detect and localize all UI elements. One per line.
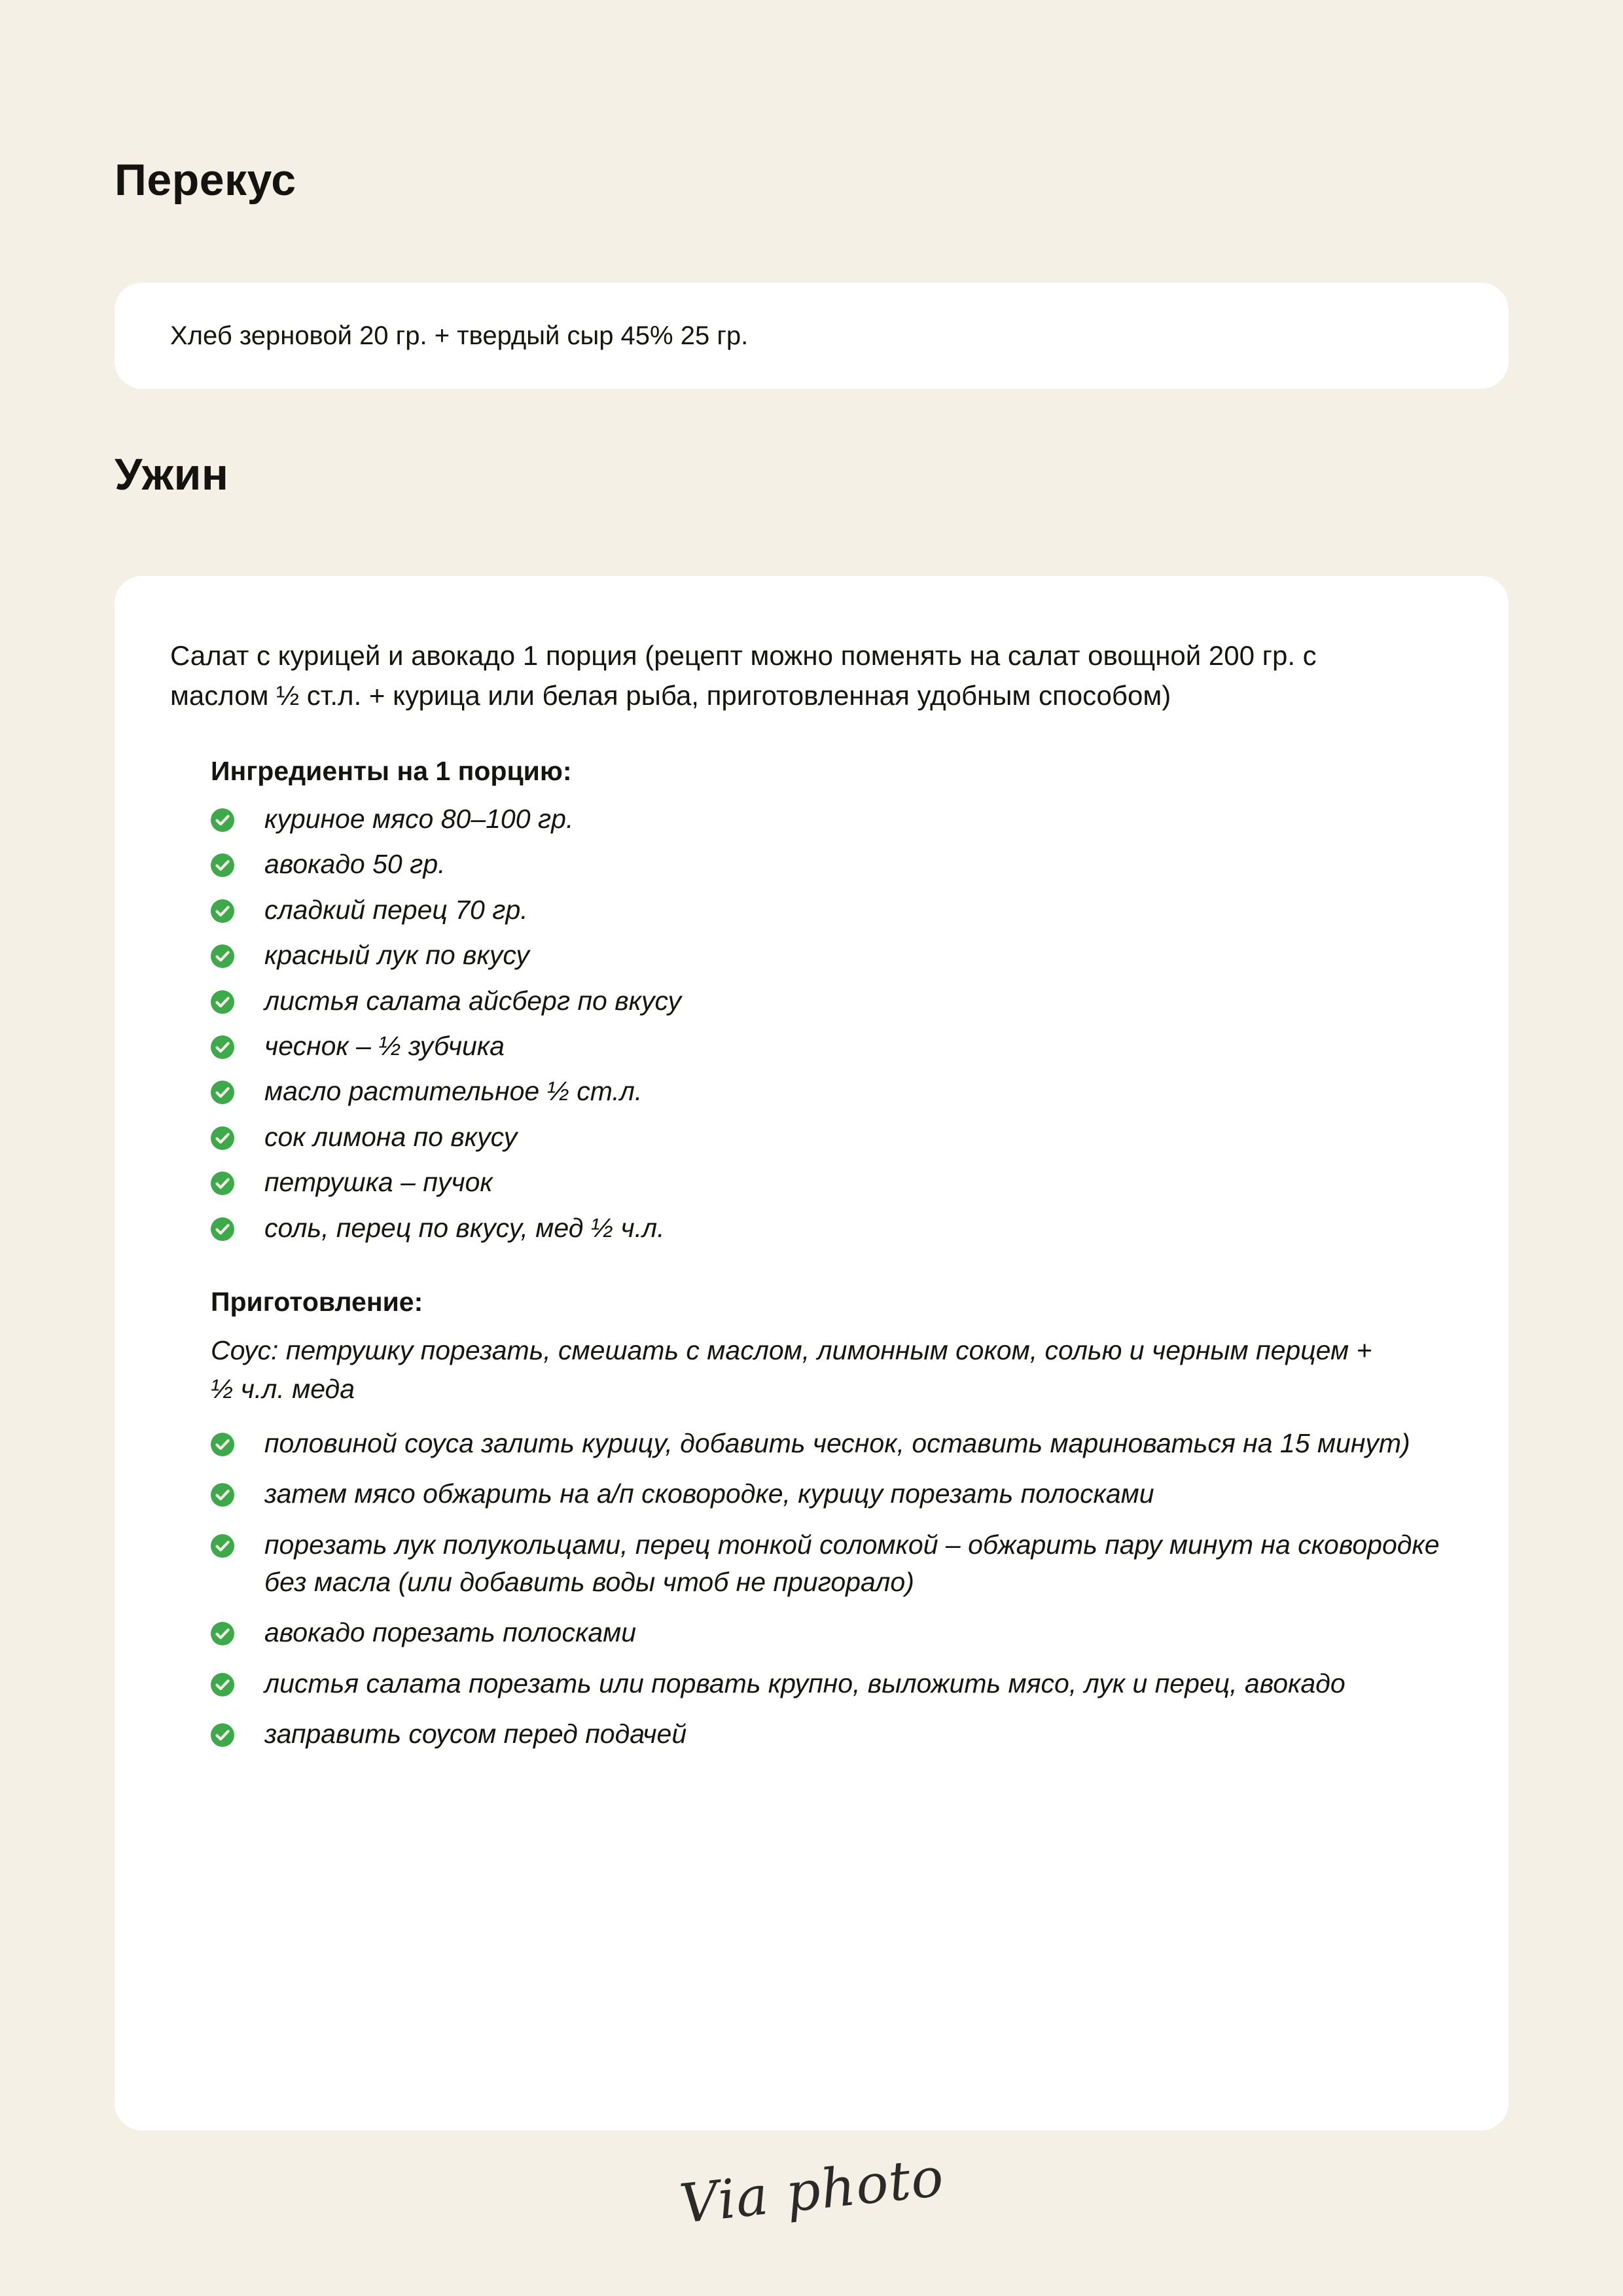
dinner-details-block xyxy=(170,754,1453,1753)
ingredient-item-label: масло растительное ½ ст.л. xyxy=(264,1076,643,1107)
ingredient-item-label: листья салата айсберг по вкусу xyxy=(264,985,682,1016)
check-circle-icon xyxy=(211,1673,234,1696)
ingredient-item xyxy=(211,891,1436,929)
preparation-step-item-label: затем мясо обжарить на а/п сковородке, курицу порезать полосками xyxy=(264,1479,1154,1509)
snack-section-heading: Перекус xyxy=(115,155,296,205)
preparation-step-item-label: листья салата порезать или порвать крупно, выложить мясо, лук и перец, авокадо xyxy=(264,1668,1346,1698)
ingredients-heading: Ингредиенты на 1 порцию: xyxy=(211,755,572,786)
preparation-heading: Приготовление: xyxy=(211,1286,423,1317)
preparation-step-item-label: половиной соуса залить курицу, добавить чеснок, оставить мариноваться на 15 минут) xyxy=(264,1427,1410,1458)
ingredient-item xyxy=(211,1210,1436,1247)
sauce-note-text: Соус: петрушку порезать, смешать с маслом, лимонным соком, солью и черным перцем + ½ ч.л. меда xyxy=(211,1335,1372,1404)
check-circle-icon xyxy=(211,1172,234,1195)
ingredient-item-label: соль, перец по вкусу, мед ½ ч.л. xyxy=(264,1212,665,1243)
check-circle-icon xyxy=(211,853,234,877)
ingredient-item-label: сок лимона по вкусу xyxy=(264,1121,518,1152)
ingredient-item-label: сладкий перец 70 гр. xyxy=(264,894,528,925)
preparation-steps-list xyxy=(211,1425,1453,1753)
snack-card xyxy=(115,283,1508,389)
ingredient-item-label: петрушка – пучок xyxy=(264,1167,493,1198)
snack-item-text: Хлеб зерновой 20 гр. + твердый сыр 45% 25 гр. xyxy=(170,321,749,350)
check-circle-icon xyxy=(211,808,234,832)
ingredient-item-label: чеснок – ½ зубчика xyxy=(264,1031,505,1062)
dinner-card xyxy=(115,576,1508,2130)
check-circle-icon xyxy=(211,1217,234,1241)
check-circle-icon xyxy=(211,1534,234,1558)
ingredient-item xyxy=(211,982,1436,1020)
check-circle-icon xyxy=(211,1081,234,1104)
ingredient-item xyxy=(211,800,1436,838)
check-circle-icon xyxy=(211,1126,234,1150)
preparation-step-item xyxy=(211,1475,1442,1513)
preparation-step-item xyxy=(211,1614,1442,1651)
preparation-step-item xyxy=(211,1665,1442,1702)
ingredient-item-label: красный лук по вкусу xyxy=(264,940,529,971)
ingredient-item-label: авокадо 50 гр. xyxy=(264,849,446,880)
preparation-step-item xyxy=(211,1425,1442,1462)
check-circle-icon xyxy=(211,944,234,968)
preparation-step-item-label: заправить соусом перед подачей xyxy=(264,1719,687,1749)
ingredient-item xyxy=(211,1073,1436,1110)
ingredients-list xyxy=(211,800,1453,1247)
dinner-intro-text: Салат с курицей и авокадо 1 порция (рецепт можно поменять на салат овощной 200 гр. с маслом ½ ст.л. + курица или белая рыба, приготовленная удобным способом) xyxy=(170,640,1317,711)
check-circle-icon xyxy=(211,899,234,923)
ingredient-item xyxy=(211,1164,1436,1201)
check-circle-icon xyxy=(211,1035,234,1059)
check-circle-icon xyxy=(211,1622,234,1645)
check-circle-icon xyxy=(211,1483,234,1507)
watermark-text: Via photo xyxy=(676,2146,947,2236)
preparation-step-item xyxy=(211,1526,1442,1602)
ingredient-item-label: куриное мясо 80–100 гр. xyxy=(264,804,574,834)
preparation-step-item xyxy=(211,1715,1442,1753)
dinner-section-heading: Ужин xyxy=(115,450,229,499)
check-circle-icon xyxy=(211,990,234,1014)
check-circle-icon xyxy=(211,1433,234,1456)
ingredient-item xyxy=(211,1028,1436,1065)
ingredient-item xyxy=(211,846,1436,883)
preparation-step-item-label: порезать лук полукольцами, перец тонкой соломкой – обжарить пару минут на сковородке без масла (или добавить воды чтоб не пригорало) xyxy=(264,1529,1440,1597)
ingredient-item xyxy=(211,1119,1436,1156)
watermark xyxy=(0,2146,1623,2236)
ingredient-item xyxy=(211,937,1436,974)
preparation-step-item-label: авокадо порезать полосками xyxy=(264,1617,637,1648)
check-circle-icon xyxy=(211,1723,234,1747)
